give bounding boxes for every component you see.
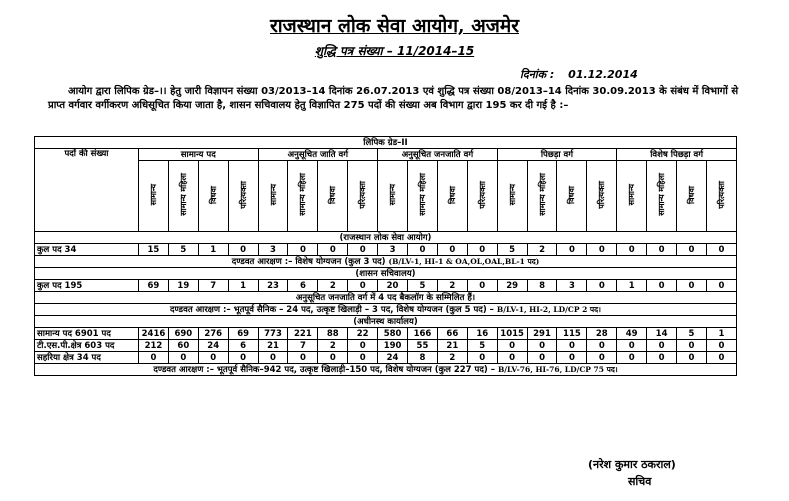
cell: 24 bbox=[198, 340, 228, 352]
cell: 1 bbox=[617, 280, 647, 292]
cell: 7 bbox=[288, 340, 318, 352]
cell: 6 bbox=[288, 280, 318, 292]
cell: 0 bbox=[258, 352, 288, 364]
cell: 0 bbox=[288, 244, 318, 256]
cell: 0 bbox=[168, 352, 198, 364]
cell: 0 bbox=[467, 244, 497, 256]
cell: 690 bbox=[168, 328, 198, 340]
cell: 2 bbox=[437, 280, 467, 292]
date-label: दिनांक : bbox=[520, 68, 555, 81]
sub-header: विधवा bbox=[328, 185, 338, 204]
sub-header: सामान्य bbox=[148, 183, 158, 206]
cell: 0 bbox=[677, 280, 707, 292]
date-value: 01.12.2014 bbox=[568, 68, 638, 81]
cell: 0 bbox=[348, 352, 378, 364]
cell: 0 bbox=[408, 244, 438, 256]
cell: 2416 bbox=[139, 328, 169, 340]
cell: 1 bbox=[198, 244, 228, 256]
cell: 0 bbox=[497, 352, 527, 364]
cell: 0 bbox=[587, 280, 617, 292]
sub-header: सामान्य bbox=[268, 183, 278, 206]
cell: 49 bbox=[617, 328, 647, 340]
cell: 5 bbox=[497, 244, 527, 256]
group-header-sbc: विशेष पिछड़ा वर्ग bbox=[617, 149, 737, 161]
corrigendum-number: शुद्धि पत्र संख्या – 11/2014–15 bbox=[314, 44, 475, 58]
sub-header: विधवा bbox=[686, 185, 696, 204]
cell: 14 bbox=[647, 328, 677, 340]
cell: 8 bbox=[408, 352, 438, 364]
table-row bbox=[35, 244, 737, 256]
cell: 3 bbox=[378, 244, 408, 256]
sub-header: सामान्य bbox=[627, 183, 637, 206]
row-label: सहरिया क्षेत्र 34 पद bbox=[35, 352, 139, 364]
cell: 60 bbox=[168, 340, 198, 352]
page-title: राजस्थान लोक सेवा आयोग, अजमेर bbox=[269, 15, 519, 37]
sub-header: परित्यक्ता bbox=[358, 180, 368, 209]
sub-header: परित्यक्ता bbox=[597, 180, 607, 209]
post-title: लिपिक ग्रेड–II bbox=[35, 137, 737, 149]
cell: 5 bbox=[467, 340, 497, 352]
table-row bbox=[35, 340, 737, 352]
sub-header: विधवा bbox=[567, 185, 577, 204]
cell: 291 bbox=[527, 328, 557, 340]
cell: 88 bbox=[318, 328, 348, 340]
sub-header: सामान्य bbox=[507, 183, 517, 206]
cell: 0 bbox=[557, 340, 587, 352]
note-backlog: अनुसूचित जनजाति वर्ग में 4 पद बैकलॉग के सम्मिलित हैं। bbox=[35, 292, 737, 304]
cell: 20 bbox=[378, 280, 408, 292]
cell: 0 bbox=[647, 244, 677, 256]
cell: 29 bbox=[497, 280, 527, 292]
sub-header-row bbox=[35, 161, 737, 232]
cell: 0 bbox=[318, 244, 348, 256]
cell: 0 bbox=[139, 352, 169, 364]
section-rpsc: (राजस्थान लोक सेवा आयोग) bbox=[35, 232, 737, 244]
cell: 3 bbox=[557, 280, 587, 292]
section-subordinate: (अधीनस्थ कार्यालय) bbox=[35, 316, 737, 328]
cell: 1 bbox=[228, 280, 258, 292]
cell: 0 bbox=[706, 352, 736, 364]
group-header-obc: पिछड़ा वर्ग bbox=[497, 149, 617, 161]
cell: 221 bbox=[288, 328, 318, 340]
note-subordinate-hi: दण्डवत आरक्षण :– भूतपूर्व सैनिक–942 पद, उत्कृष्ट खिलाड़ी–150 पद, विशेष योग्यजन (कुल 227 पद) – bbox=[153, 364, 495, 375]
table-row bbox=[35, 352, 737, 364]
cell: 0 bbox=[647, 280, 677, 292]
sub-header: सामान्य महिला bbox=[657, 173, 667, 216]
cell: 19 bbox=[168, 280, 198, 292]
cell: 0 bbox=[706, 244, 736, 256]
group-header-st: अनुसूचित जनजाति वर्ग bbox=[378, 149, 498, 161]
cell: 2 bbox=[437, 352, 467, 364]
cell: 276 bbox=[198, 328, 228, 340]
date-line bbox=[520, 67, 638, 82]
cell: 115 bbox=[557, 328, 587, 340]
section-secretariat: (शासन सचिवालय) bbox=[35, 268, 737, 280]
cell: 0 bbox=[706, 340, 736, 352]
cell: 212 bbox=[139, 340, 169, 352]
row-label: कुल पद 195 bbox=[35, 280, 139, 292]
cell: 0 bbox=[647, 352, 677, 364]
table-row bbox=[35, 328, 737, 340]
cell: 0 bbox=[527, 340, 557, 352]
cell: 15 bbox=[139, 244, 169, 256]
cell: 16 bbox=[467, 328, 497, 340]
cell: 28 bbox=[587, 328, 617, 340]
cell: 0 bbox=[557, 352, 587, 364]
col-header-posts: पदों की संख्या bbox=[35, 149, 139, 232]
cell: 0 bbox=[198, 352, 228, 364]
note-subordinate-en: B/LV-76, HI-76, LD/CP 75 पद। bbox=[497, 364, 618, 374]
cell: 0 bbox=[497, 340, 527, 352]
cell: 0 bbox=[527, 352, 557, 364]
cell: 0 bbox=[617, 244, 647, 256]
sub-header: परित्यक्ता bbox=[716, 180, 726, 209]
note-rpsc bbox=[35, 256, 737, 268]
sub-header: सामान्य महिला bbox=[178, 173, 188, 216]
cell: 24 bbox=[378, 352, 408, 364]
cell: 0 bbox=[617, 340, 647, 352]
sub-header: परित्यक्ता bbox=[238, 180, 248, 209]
note-rpsc-hi: दण्डवत आरक्षण :– विशेष योग्यजन (कुल 3 पद) bbox=[231, 256, 386, 267]
cell: 23 bbox=[258, 280, 288, 292]
signatory-designation: सचिव bbox=[628, 475, 652, 488]
cell: 0 bbox=[617, 352, 647, 364]
cell: 22 bbox=[348, 328, 378, 340]
cell: 21 bbox=[437, 340, 467, 352]
cell: 0 bbox=[647, 340, 677, 352]
cell: 5 bbox=[168, 244, 198, 256]
cell: 0 bbox=[228, 244, 258, 256]
cell: 0 bbox=[706, 280, 736, 292]
cell: 69 bbox=[228, 328, 258, 340]
reservation-table bbox=[34, 136, 737, 376]
row-label: सामान्य पद 6901 पद bbox=[35, 328, 139, 340]
cell: 166 bbox=[408, 328, 438, 340]
note-subordinate bbox=[35, 364, 737, 376]
group-header-sc: अनुसूचित जाति वर्ग bbox=[258, 149, 378, 161]
cell: 69 bbox=[139, 280, 169, 292]
cell: 7 bbox=[198, 280, 228, 292]
cell: 55 bbox=[408, 340, 438, 352]
cell: 0 bbox=[677, 244, 707, 256]
cell: 0 bbox=[348, 280, 378, 292]
note-secretariat-hi: दण्डवत आरक्षण :– भूतपूर्व सैनिक – 24 पद, उत्कृष्ट खिलाड़ी – 3 पद, विशेष योग्यजन (कुल 5 पद) – bbox=[170, 304, 494, 315]
note-secretariat bbox=[35, 304, 737, 316]
cell: 3 bbox=[258, 244, 288, 256]
row-label: कुल पद 34 bbox=[35, 244, 139, 256]
note-secretariat-en: B/LV-1, HI-2, LD/CP 2 पद। bbox=[496, 304, 601, 314]
cell: 0 bbox=[587, 244, 617, 256]
sub-header: सामान्य bbox=[388, 183, 398, 206]
cell: 0 bbox=[557, 244, 587, 256]
group-header-general: सामान्य पद bbox=[139, 149, 259, 161]
cell: 0 bbox=[677, 340, 707, 352]
cell: 0 bbox=[348, 340, 378, 352]
cell: 580 bbox=[378, 328, 408, 340]
sub-header: सामान्य महिला bbox=[537, 173, 547, 216]
cell: 0 bbox=[467, 280, 497, 292]
sub-header: परित्यक्ता bbox=[477, 180, 487, 209]
signatory-name: (नरेश कुमार ठकराल) bbox=[588, 458, 676, 471]
cell: 0 bbox=[348, 244, 378, 256]
cell: 0 bbox=[318, 352, 348, 364]
cell: 5 bbox=[677, 328, 707, 340]
cell: 2 bbox=[318, 340, 348, 352]
group-header-row bbox=[35, 149, 737, 161]
cell: 1015 bbox=[497, 328, 527, 340]
sub-header: सामान्य महिला bbox=[298, 173, 308, 216]
cell: 0 bbox=[677, 352, 707, 364]
cell: 190 bbox=[378, 340, 408, 352]
table-row bbox=[35, 280, 737, 292]
cell: 0 bbox=[467, 352, 497, 364]
sub-header: सामान्य महिला bbox=[417, 173, 427, 216]
row-label: टी.एस.पी.क्षेत्र 603 पद bbox=[35, 340, 139, 352]
cell: 0 bbox=[288, 352, 318, 364]
cell: 0 bbox=[437, 244, 467, 256]
sub-header: विधवा bbox=[208, 185, 218, 204]
cell: 8 bbox=[527, 280, 557, 292]
note-rpsc-en: (B/LV-1, HI-1 & OA,OL,OAL,BL-1 पद) bbox=[388, 256, 540, 266]
sub-header: विधवा bbox=[447, 185, 457, 204]
cell: 0 bbox=[587, 340, 617, 352]
cell: 2 bbox=[318, 280, 348, 292]
cell: 1 bbox=[706, 328, 736, 340]
cell: 66 bbox=[437, 328, 467, 340]
cell: 21 bbox=[258, 340, 288, 352]
cell: 6 bbox=[228, 340, 258, 352]
cell: 5 bbox=[408, 280, 438, 292]
cell: 773 bbox=[258, 328, 288, 340]
body-paragraph: आयोग द्वारा लिपिक ग्रेड–।। हेतु जारी विज्ञापन संख्या 03/2013–14 दिनांक 26.07.2013 एवं शुद्धि पत्र संख्या 08/2013–14 दिनांक 30.09.2013 के संबंध में विभागों से प्राप्त वर्गवार वर्गीकरण अधिसूचित किया जाता है, शासन सचिवालय हेतु विज्ञापित 275 पदों की संख्या अब विभाग द्वारा 195 कर दी गई है :– bbox=[48, 86, 739, 111]
cell: 0 bbox=[587, 352, 617, 364]
cell: 0 bbox=[228, 352, 258, 364]
cell: 2 bbox=[527, 244, 557, 256]
